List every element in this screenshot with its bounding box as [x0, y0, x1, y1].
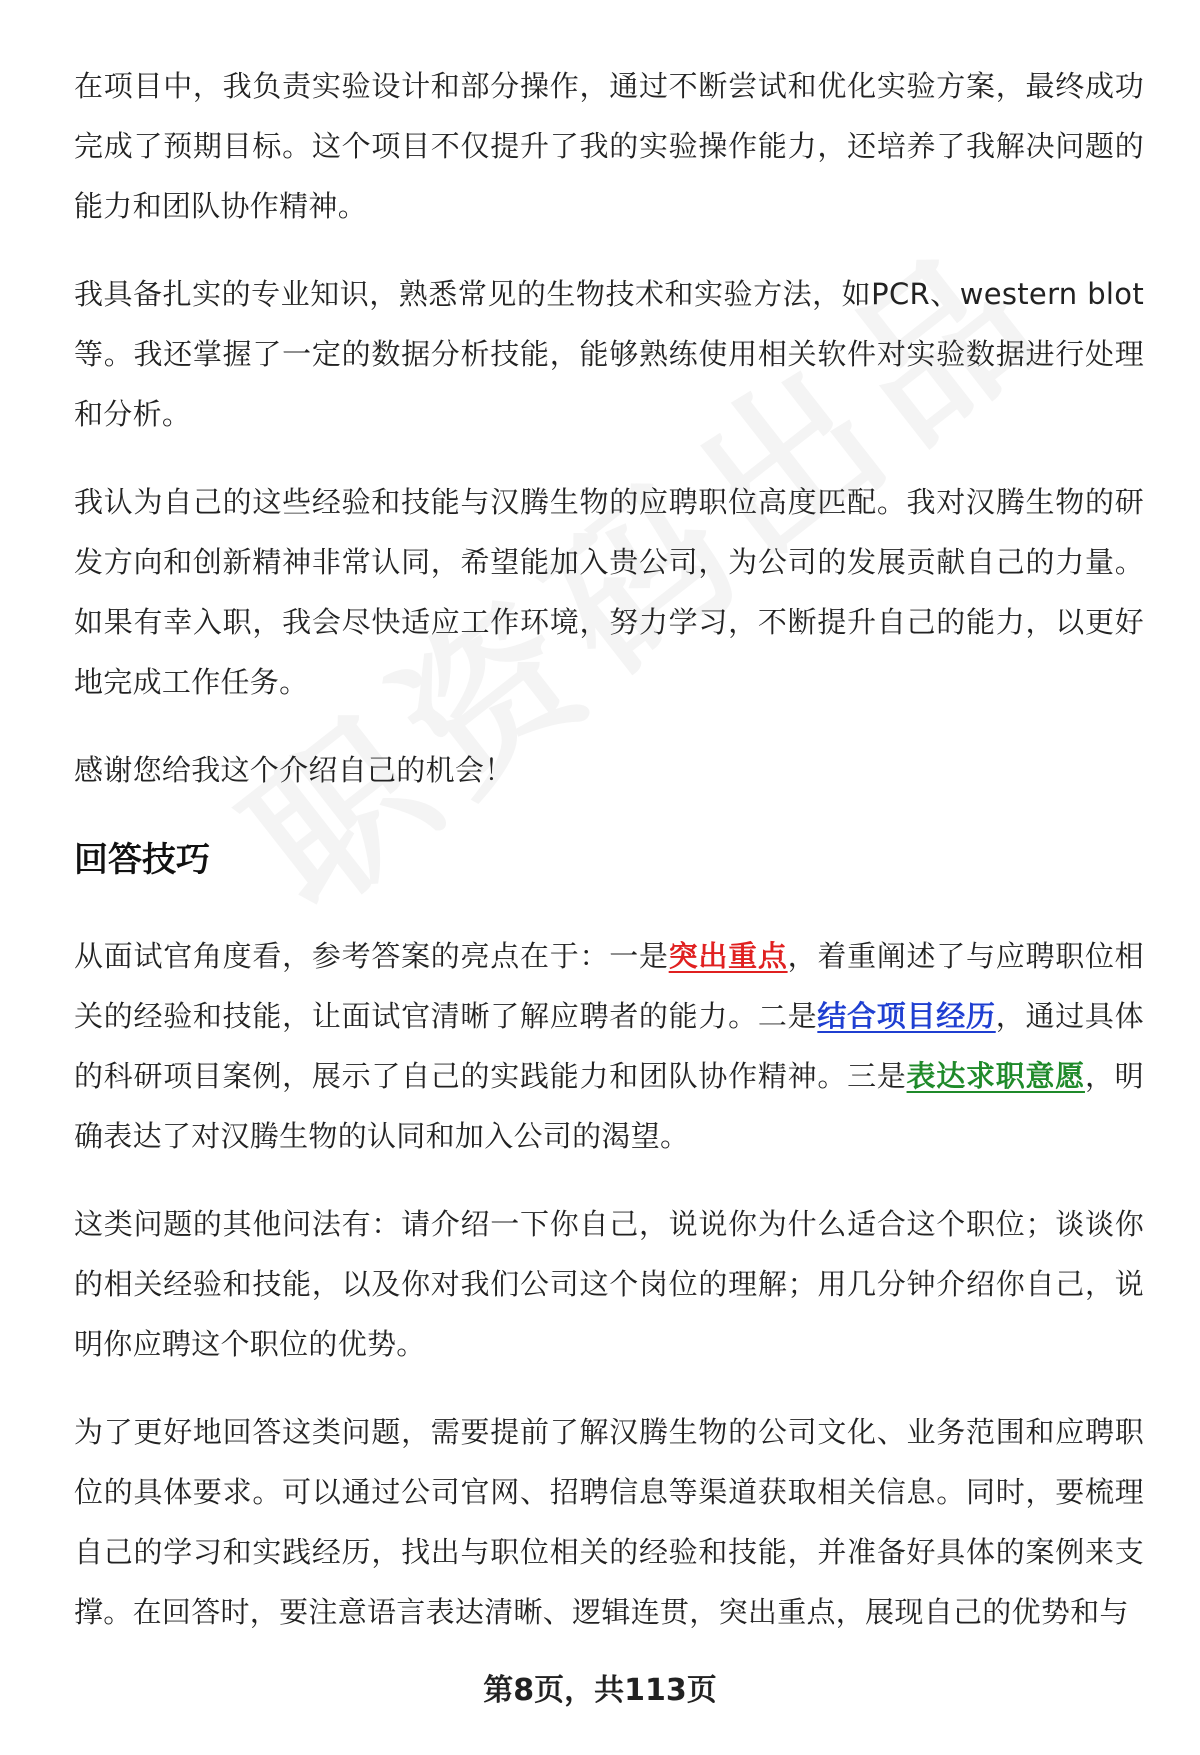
paragraph-tips: [74, 926, 1144, 1166]
paragraph-alt-questions: 这类问题的其他问法有：请介绍一下你自己，说说你为什么适合这个职位；谈谈你的相关经验和技能，以及你对我们公司这个岗位的理解；用几分钟介绍你自己，说明你应聘这个职位的优势。: [74, 1207, 1144, 1361]
highlight-focus: 突出重点: [668, 939, 788, 973]
tips-text-3: ，通过具体的科研项目案例，展示了自己的实践能力和团队协作精神。三是: [74, 999, 1144, 1093]
tips-text-4: ，明确表达了对汉腾生物的认同和加入公司的渴望。: [74, 1059, 1144, 1153]
tips-text-1: 从面试官角度看，参考答案的亮点在于：一是: [74, 939, 669, 973]
paragraph-preparation: 为了更好地回答这类问题，需要提前了解汉腾生物的公司文化、业务范围和应聘职位的具体要求。可以通过公司官网、招聘信息等渠道获取相关信息。同时，要梳理自己的学习和实践经历，找出与职位相关的经验和技能，并准备好具体的案例来支撑。在回答时，要注意语言表达清晰、逻辑连贯，突出重点，展现自己的优势和与: [74, 1415, 1144, 1629]
highlight-project: 结合项目经历: [817, 999, 996, 1033]
paragraph-skills: 我具备扎实的专业知识，熟悉常见的生物技术和实验方法，如PCR、western blot等。我还掌握了一定的数据分析技能，能够熟练使用相关软件对实验数据进行处理和分析。: [74, 277, 1144, 431]
highlight-intent: 表达求职意愿: [906, 1059, 1085, 1093]
paragraph-project-role: 在项目中，我负责实验设计和部分操作，通过不断尝试和优化实验方案，最终成功完成了预期目标。这个项目不仅提升了我的实验操作能力，还培养了我解决问题的能力和团队协作精神。: [74, 69, 1144, 223]
tips-text-2: ，着重阐述了与应聘职位相关的经验和技能，让面试官清晰了解应聘者的能力。二是: [74, 939, 1144, 1033]
paragraph-thanks: 感谢您给我这个介绍自己的机会！: [74, 753, 514, 787]
document-body: [74, 56, 1144, 1670]
paragraph-match: 我认为自己的这些经验和技能与汉腾生物的应聘职位高度匹配。我对汉腾生物的研发方向和创新精神非常认同，希望能加入贵公司，为公司的发展贡献自己的力量。如果有幸入职，我会尽快适应工作环境，努力学习，不断提升自己的能力，以更好地完成工作任务。: [74, 485, 1144, 699]
page-footer: 第8页，共113页: [483, 1673, 717, 1708]
section-heading: 回答技巧: [74, 840, 210, 880]
